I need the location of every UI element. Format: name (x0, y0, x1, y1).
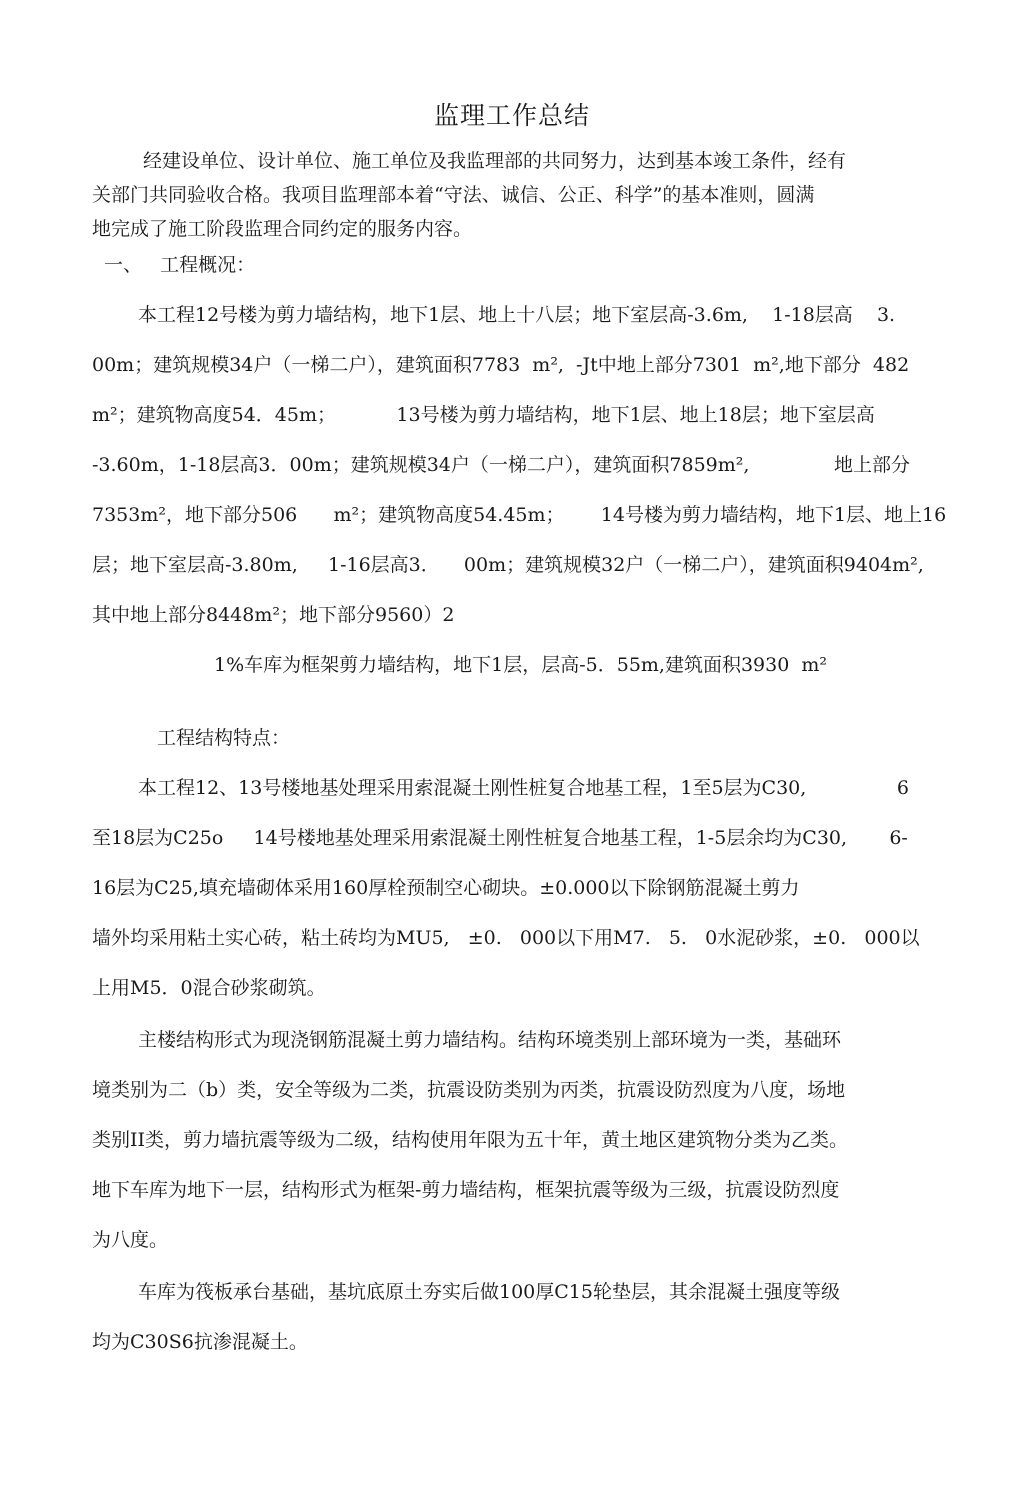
section-heading-overview: 一、 工程概况： (104, 254, 256, 276)
foundation-line-2: 均为C30S6抗渗混凝土。 (92, 1331, 308, 1353)
main-building-line-3: 类别II类，剪力墙抗震等级为二级，结构使用年限为五十年，黄土地区建筑物分类为乙类。 (92, 1129, 849, 1151)
section-heading-structure: 工程结构特点： (157, 727, 291, 749)
overview-line-6: 层；地下室层高-3.80m, 1-16层高3． 00m；建筑规模32户（一梯二户），建筑面积9404m², (92, 554, 924, 576)
overview-line-2: 00m；建筑规模34户（一梯二户），建筑面积7783 m², -Jt中地上部分7301 m²,地下部分 482 (92, 354, 910, 376)
foundation-line-1: 车库为筏板承台基础，基坑底原土夯实后做100厚C15轮垫层，其余混凝土强度等级 (138, 1281, 840, 1303)
main-building-line-1: 主楼结构形式为现浇钢筋混凝土剪力墙结构。结构环境类别上部环境为一类，基础环 (138, 1029, 842, 1051)
main-building-line-5: 为八度。 (92, 1229, 169, 1251)
intro-line-1: 经建设单位、设计单位、施工单位及我监理部的共同努力，达到基本竣工条件，经有 (143, 150, 847, 172)
structure-line-2: 至18层为C25o 14号楼地基处理采用索混凝土刚性桩复合地基工程，1-5层余均为C30, 6- (92, 827, 908, 849)
intro-line-2: 关部门共同验收合格。我项目监理部本着“守法、诚信、公正、科学”的基本准则，圆满 (92, 184, 815, 206)
structure-line-5: 上用M5．0混合砂浆砌筑。 (92, 977, 326, 999)
overview-line-5: 7353m²，地下部分506 m²；建筑物高度54.45m； 14号楼为剪力墙结构，地下1层、地上16 (92, 504, 947, 526)
overview-line-7: 其中地上部分8448m²；地下部分9560）2 (92, 604, 455, 626)
overview-line-1: 本工程12号楼为剪力墙结构，地下1层、地上十八层；地下室层高-3.6m, 1-18层高 3. (138, 304, 896, 326)
main-building-line-4: 地下车库为地下一层，结构形式为框架-剪力墙结构，框架抗震等级为三级，抗震设防烈度 (92, 1179, 840, 1201)
document-title: 监理工作总结 (433, 101, 590, 130)
garage-line: 1%车库为框架剪力墙结构，地下1层，层高-5．55m,建筑面积3930 m² (214, 654, 828, 676)
overview-line-4: -3.60m，1-18层高3．00m；建筑规模34户（一梯二户），建筑面积7859m², 地上部分 (92, 454, 910, 476)
structure-line-1: 本工程12、13号楼地基处理采用索混凝土刚性桩复合地基工程，1至5层为C30, 6 (138, 777, 909, 799)
main-building-line-2: 境类别为二（b）类，安全等级为二类，抗震设防类别为丙类，抗震设防烈度为八度，场地 (92, 1079, 846, 1101)
overview-line-3: m²；建筑物高度54．45m； 13号楼为剪力墙结构，地下1层、地上18层；地下室层高 (92, 404, 875, 426)
structure-line-4: 墙外均采用粘土实心砖，粘土砖均为MU5, ±0. 000以下用M7. 5. 0水泥砂浆，±0. 000以 (92, 927, 920, 949)
structure-line-3: 16层为C25,填充墙砌体采用160厚栓预制空心砌块。±0.000以下除钢筋混凝土剪力 (92, 877, 800, 899)
intro-line-3: 地完成了施工阶段监理合同约定的服务内容。 (92, 218, 473, 240)
